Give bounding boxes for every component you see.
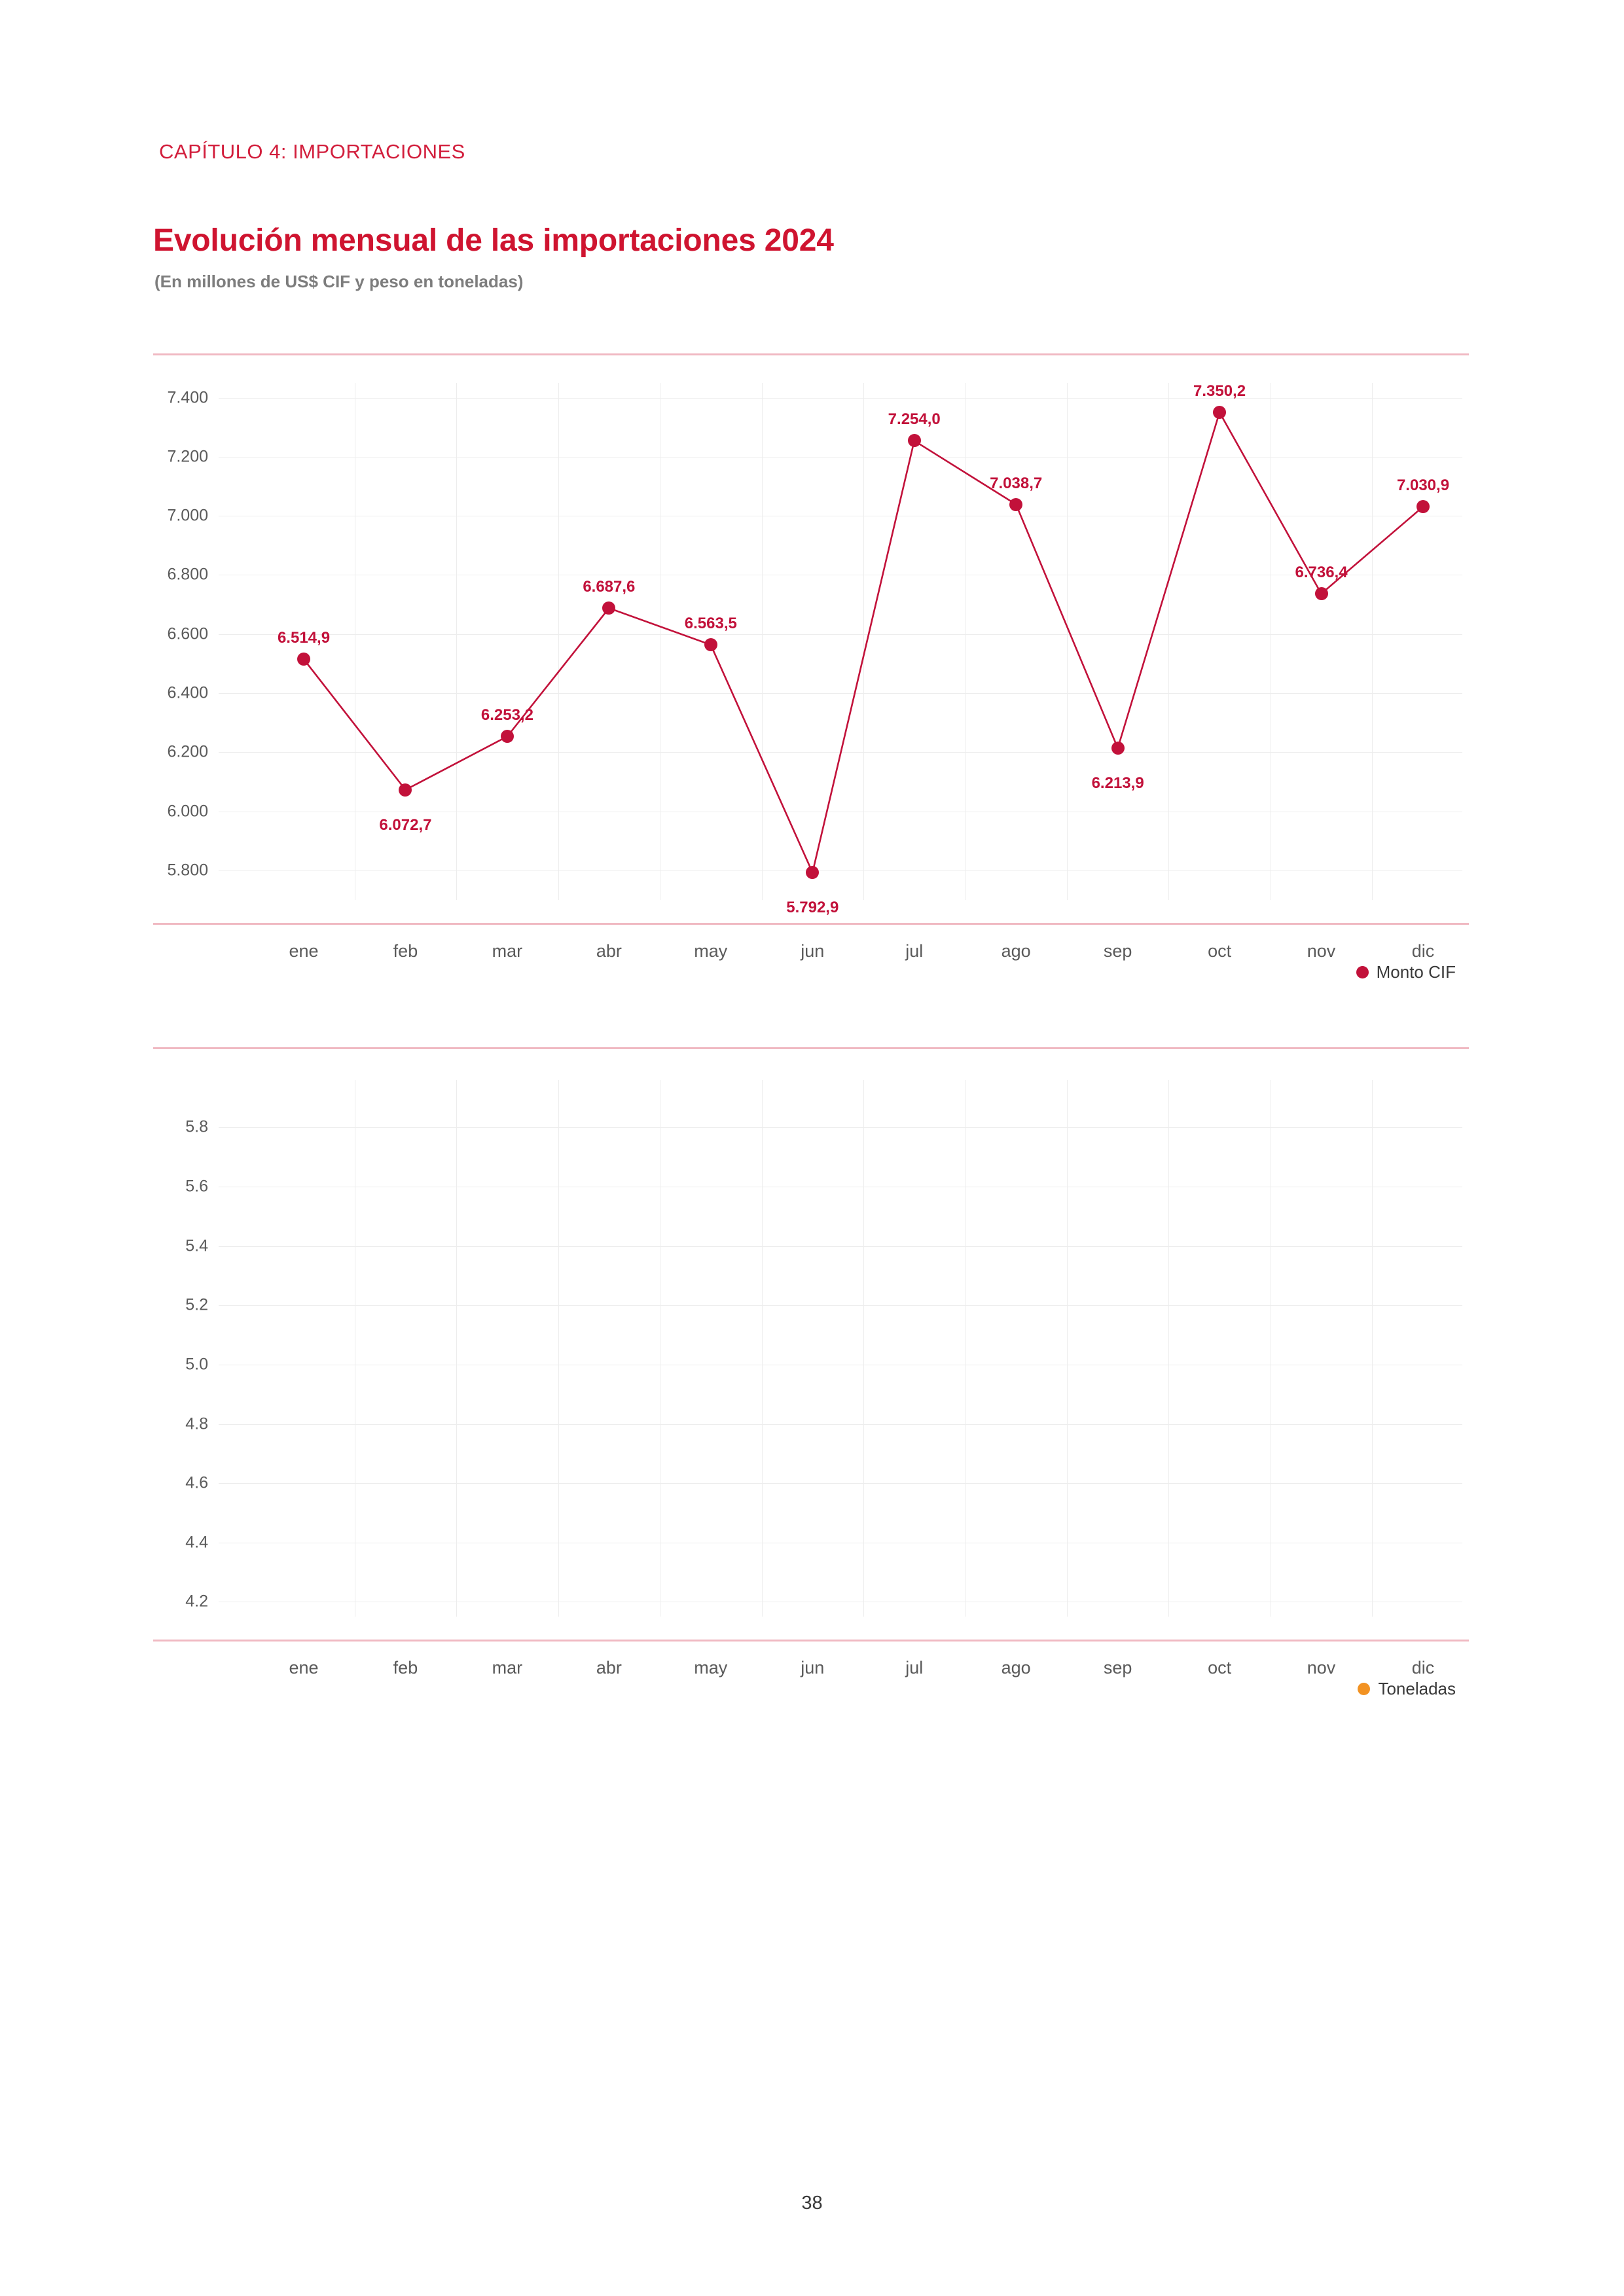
y-axis-tick-label: 4.8 [185,1414,208,1433]
chart-legend [1356,962,1456,982]
y-axis-tick-label: 7.200 [167,447,208,466]
y-axis-tick-label: 7.000 [167,506,208,525]
y-axis-tick-label: 7.400 [167,388,208,407]
data-point-label: 6.563,5 [684,615,737,633]
page-number: 38 [801,2193,823,2214]
x-axis-tick-label: dic [1411,941,1435,961]
y-axis-tick-label: 6.600 [167,624,208,643]
x-axis-tick-label: may [694,941,728,961]
data-point-label: 6.213,9 [1091,774,1144,792]
y-axis-tick-label: 5.6 [185,1177,208,1196]
x-axis-tick-label: jul [905,1658,924,1677]
chart-bottom-rule [153,1640,1469,1641]
plot-area-toneladas [185,1080,1462,1698]
y-axis-tick-label: 4.4 [185,1533,208,1552]
data-point-label: 7.038,7 [990,474,1043,492]
data-point-label: 6.514,9 [277,629,331,647]
x-axis-tick-label: nov [1307,1658,1336,1677]
data-point [806,866,819,879]
y-axis-tick-label: 5.4 [185,1236,208,1255]
chapter-label: CAPÍTULO 4: IMPORTACIONES [159,140,465,163]
chart-top-rule [153,353,1469,355]
data-point [1416,500,1430,513]
data-point [1111,742,1125,755]
data-point-label: 6.072,7 [379,816,432,834]
plot-area-cif [167,382,1462,982]
data-point [399,783,412,797]
x-axis-tick-label: ago [1001,1658,1031,1677]
x-axis-tick-label: feb [393,941,418,961]
chart-top-rule [153,1047,1469,1049]
data-point-label: 6.736,4 [1295,564,1348,582]
data-point [297,653,310,666]
y-axis-tick-label: 5.0 [185,1355,208,1374]
data-point [602,601,615,615]
y-axis-tick-label: 5.8 [185,1117,208,1136]
data-point-label: 7.254,0 [888,410,941,429]
x-axis-tick-label: jun [801,1658,825,1677]
page-subtitle: (En millones de US$ CIF y peso en toneladas) [154,272,524,291]
x-axis-tick-label: ene [289,1658,319,1677]
x-axis-tick-label: ene [289,941,319,961]
data-point [501,730,514,743]
y-axis-tick-label: 5.2 [185,1295,208,1314]
legend-label: Toneladas [1378,1679,1456,1698]
x-axis-tick-label: mar [492,941,523,961]
data-point-label: 7.350,2 [1193,382,1246,401]
x-axis-tick-label: dic [1411,1658,1435,1677]
y-axis-tick-label: 4.6 [185,1473,208,1492]
x-axis-tick-label: may [694,1658,728,1677]
data-point [908,434,921,447]
chart-legend [1358,1679,1456,1699]
data-point [704,638,717,651]
y-axis-tick-label: 6.800 [167,565,208,584]
x-axis-tick-label: nov [1307,941,1336,961]
y-axis-tick-label: 5.800 [167,861,208,880]
x-axis-tick-label: mar [492,1658,523,1677]
x-axis-tick-label: feb [393,1658,418,1677]
x-axis-tick-label: oct [1208,941,1232,961]
x-axis-tick-label: ago [1001,941,1031,961]
x-axis-tick-label: jul [905,941,924,961]
chart-bottom-rule [153,923,1469,925]
y-axis-tick-label: 6.400 [167,683,208,702]
y-axis-tick-label: 6.000 [167,802,208,821]
y-axis-tick-label: 4.2 [185,1592,208,1611]
x-axis-tick-label: abr [596,1658,622,1677]
legend-swatch-icon [1358,1683,1370,1695]
x-axis-tick-label: jun [801,941,825,961]
data-point-label: 6.253,2 [480,706,533,725]
data-point [1009,498,1022,511]
data-point-label: 5.792,9 [786,899,839,917]
legend-swatch-icon [1356,966,1369,978]
x-axis-tick-label: oct [1208,1658,1232,1677]
data-point [1315,587,1328,600]
chart-toneladas [153,1047,1469,1728]
data-point-label: 6.687,6 [583,578,636,596]
x-axis-tick-label: sep [1103,941,1132,961]
x-axis-tick-label: abr [596,941,622,961]
data-point [1213,406,1226,419]
series-line-toneladas [219,1080,1462,1617]
data-point-label: 7.030,9 [1396,476,1450,495]
x-axis-tick-label: sep [1103,1658,1132,1677]
chart-monto-cif [153,353,1469,988]
y-axis-tick-label: 6.200 [167,742,208,761]
legend-label: Monto CIF [1376,962,1456,982]
page-title: Evolución mensual de las importaciones 2024 [153,223,834,258]
